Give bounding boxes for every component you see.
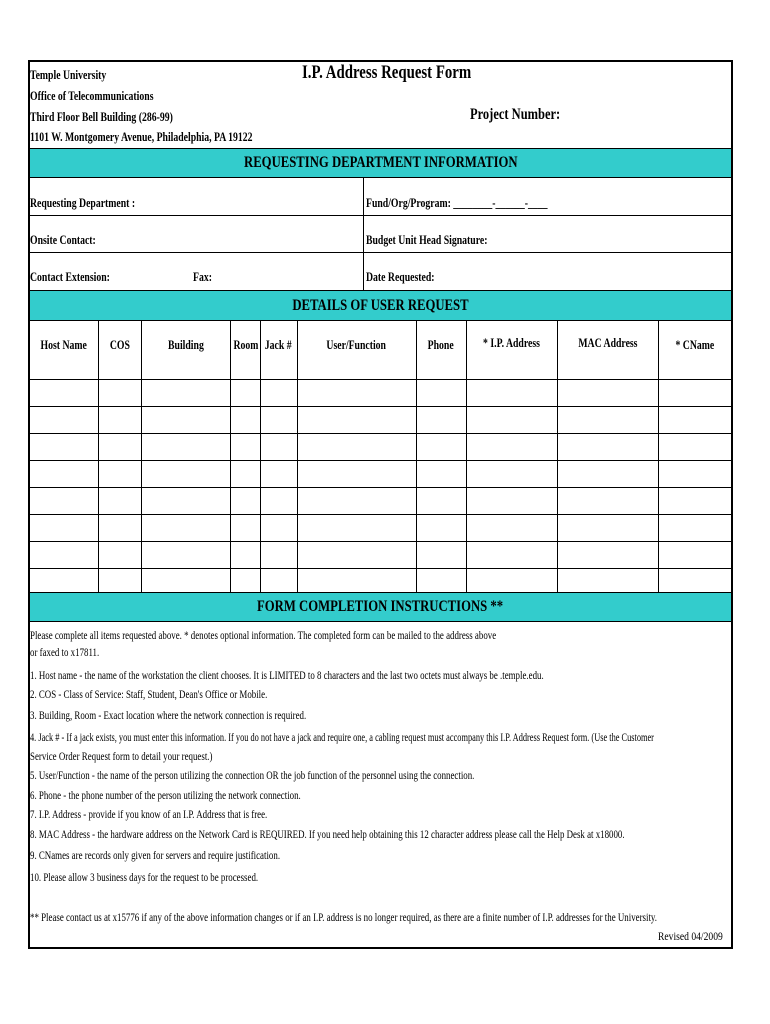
table-cell[interactable] [230,541,260,568]
table-cell[interactable] [30,568,98,595]
org-building: Third Floor Bell Building (286-99) [30,110,173,124]
table-cell[interactable] [260,406,297,433]
table-cell[interactable] [98,460,141,487]
table-cell[interactable] [466,541,557,568]
table-cell[interactable] [260,487,297,514]
fund-org-program-field[interactable]: Fund/Org/Program: ________-______-____ [366,196,548,210]
table-cell[interactable] [466,433,557,460]
table-cell[interactable] [297,433,416,460]
col-jack: Jack # [265,338,292,352]
table-cell[interactable] [466,514,557,541]
table-cell[interactable] [557,406,658,433]
col-room: Room [233,338,259,352]
requesting-department-field[interactable]: Requesting Department : [30,196,136,210]
table-cell[interactable] [230,460,260,487]
col-host-name: Host Name [40,338,88,352]
form-title: I.P. Address Request Form [302,62,472,83]
table-cell[interactable] [297,379,416,406]
table-cell[interactable] [658,433,731,460]
instruction-item: 1. Host name - the name of the workstation the client chooses. It is LIMITED to 8 characters and the last two octets must always be .temple.edu. [30,668,544,682]
table-cell[interactable] [416,541,466,568]
table-cell[interactable] [658,568,731,595]
budget-signature-field[interactable]: Budget Unit Head Signature: [366,233,488,247]
org-address: 1101 W. Montgomery Avenue, Philadelphia, PA 19122 [30,130,253,144]
table-cell[interactable] [141,379,230,406]
revision-date: Revised 04/2009 [658,929,723,943]
table-cell[interactable] [98,487,141,514]
table-cell[interactable] [297,460,416,487]
table-cell[interactable] [141,487,230,514]
table-cell[interactable] [658,379,731,406]
section-form-completion-instructions: FORM COMPLETION INSTRUCTIONS ** [30,592,731,622]
table-cell[interactable] [416,433,466,460]
instructions-intro-cont: or faxed to x17811. [30,645,100,659]
col-building: Building [167,338,204,352]
table-cell[interactable] [416,406,466,433]
table-cell[interactable] [230,568,260,595]
table-cell[interactable] [466,460,557,487]
instruction-item: 6. Phone - the phone number of the person utilizing the network connection. [30,788,301,802]
table-cell[interactable] [658,406,731,433]
row-line [30,252,731,253]
table-cell[interactable] [141,460,230,487]
table-cell[interactable] [260,460,297,487]
row-line [30,215,731,216]
table-cell[interactable] [260,379,297,406]
project-number-label: Project Number: [470,106,561,123]
table-cell[interactable] [230,514,260,541]
table-cell[interactable] [557,568,658,595]
col-user-function: User/Function [326,338,387,352]
instructions-intro: Please complete all items requested above. * denotes optional information. The completed form can be mailed to the address above [30,628,497,642]
table-cell[interactable] [557,541,658,568]
table-cell[interactable] [260,514,297,541]
table-cell[interactable] [260,433,297,460]
table-cell[interactable] [260,568,297,595]
section-requesting-department: REQUESTING DEPARTMENT INFORMATION [30,148,731,178]
col-ip-address: * I.P. Address [483,336,540,350]
org-name: Temple University [30,68,107,82]
table-cell[interactable] [297,568,416,595]
table-cell[interactable] [30,379,98,406]
table-cell[interactable] [466,487,557,514]
field-divider [363,178,364,290]
table-cell[interactable] [141,406,230,433]
table-cell[interactable] [30,433,98,460]
section-details-of-user-request: DETAILS OF USER REQUEST [30,290,731,321]
instructions-footnote: ** Please contact us at x15776 if any of the above information changes or if an I.P. address is no longer required, as there are a finite number of I.P. addresses for the University. [30,910,658,924]
table-cell[interactable] [297,514,416,541]
table-cell[interactable] [416,460,466,487]
table-cell[interactable] [141,541,230,568]
instruction-item-cont: Service Order Request form to detail your request.) [30,749,213,763]
instruction-item: 7. I.P. Address - provide if you know of an I.P. Address that is free. [30,807,268,821]
table-cell[interactable] [30,541,98,568]
table-cell[interactable] [416,514,466,541]
table-cell[interactable] [466,568,557,595]
col-cos: COS [109,338,130,352]
table-cell[interactable] [230,487,260,514]
instruction-item: 5. User/Function - the name of the person utilizing the connection OR the job function of the personnel using the connection. [30,768,475,782]
table-cell[interactable] [658,460,731,487]
table-cell[interactable] [230,433,260,460]
table-cell[interactable] [98,406,141,433]
instruction-item: 10. Please allow 3 business days for the request to be processed. [30,870,259,884]
table-cell[interactable] [297,406,416,433]
table-cell[interactable] [141,568,230,595]
table-cell[interactable] [30,487,98,514]
table-cell[interactable] [98,379,141,406]
table-cell[interactable] [557,379,658,406]
table-cell[interactable] [30,406,98,433]
table-cell[interactable] [557,460,658,487]
instruction-item: 4. Jack # - If a jack exists, you must enter this information. If you do not have a jack and require one, a cabling request must accompany this I.P. Address Request form. (Use the Customer [30,730,654,744]
col-phone: Phone [427,338,455,352]
date-requested-field[interactable]: Date Requested: [366,270,435,284]
table-cell[interactable] [297,541,416,568]
table-cell[interactable] [297,487,416,514]
table-cell[interactable] [230,406,260,433]
table-cell[interactable] [260,541,297,568]
instruction-item: 3. Building, Room - Exact location where the network connection is required. [30,708,307,722]
table-cell[interactable] [416,487,466,514]
table-cell[interactable] [658,541,731,568]
table-cell[interactable] [658,514,731,541]
table-cell[interactable] [98,568,141,595]
contact-extension-field[interactable]: Contact Extension: [30,270,110,284]
table-cell[interactable] [98,541,141,568]
table-cell[interactable] [557,433,658,460]
table-cell[interactable] [30,460,98,487]
table-cell[interactable] [557,514,658,541]
table-cell[interactable] [658,487,731,514]
table-cell[interactable] [30,514,98,541]
org-office: Office of Telecommunications [30,89,154,103]
table-cell[interactable] [466,379,557,406]
col-mac-address: MAC Address [577,336,638,350]
table-cell[interactable] [557,487,658,514]
instruction-item: 8. MAC Address - the hardware address on the Network Card is REQUIRED. If you need help obtaining this 12 character address please call the Help Desk at x18000. [30,827,625,841]
table-cell[interactable] [98,433,141,460]
col-cname: * CName [675,338,714,352]
table-cell[interactable] [416,379,466,406]
form-frame [28,60,733,949]
table-cell[interactable] [141,514,230,541]
instruction-item: 9. CNames are records only given for servers and require justification. [30,848,281,862]
table-cell[interactable] [416,568,466,595]
table-cell[interactable] [98,514,141,541]
table-cell[interactable] [141,433,230,460]
table-cell[interactable] [466,406,557,433]
fax-field[interactable]: Fax: [193,270,212,284]
table-cell[interactable] [230,379,260,406]
onsite-contact-field[interactable]: Onsite Contact: [30,233,96,247]
instruction-item: 2. COS - Class of Service: Staff, Student, Dean's Office or Mobile. [30,687,268,701]
